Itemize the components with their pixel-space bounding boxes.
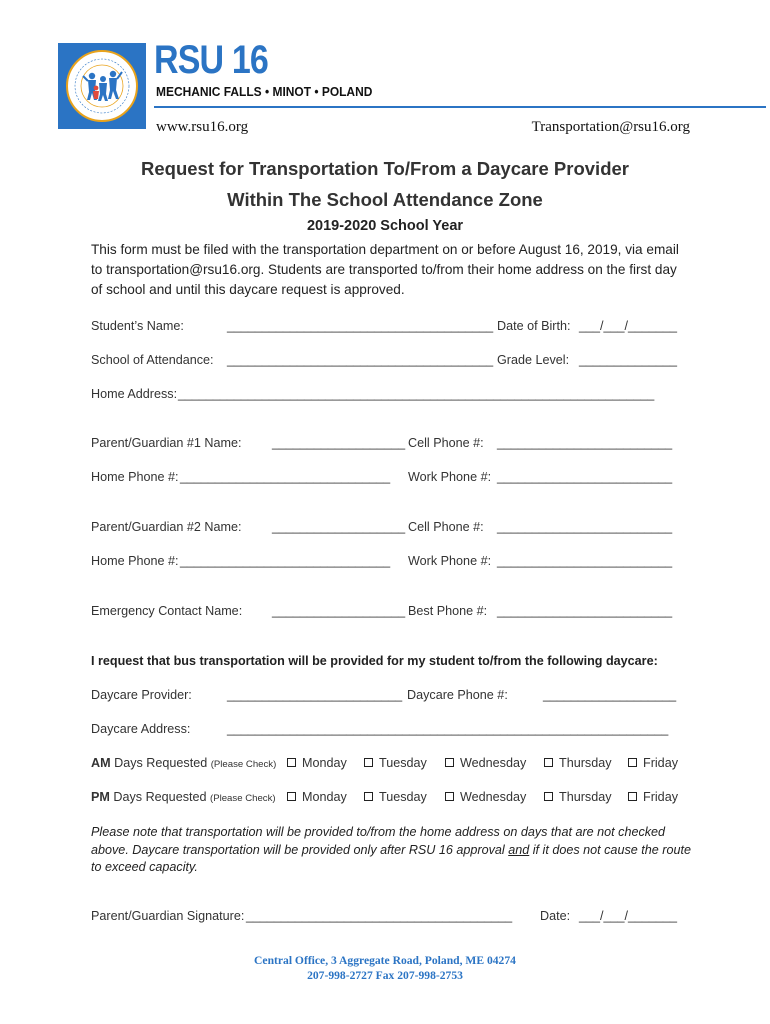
grade-label: Grade Level: [497,353,570,367]
daycare-phone-field[interactable]: ___________________ [543,688,677,702]
guardian1-name-label: Parent/Guardian #1 Name: [91,436,242,450]
am-wednesday-label: Wednesday [460,756,527,770]
guardian2-work-label: Work Phone #: [408,554,492,568]
am-friday-checkbox[interactable] [628,756,678,770]
checkbox-icon [364,792,373,801]
pm-friday-checkbox[interactable] [628,790,678,804]
home-address-field[interactable]: ____________________________________________________________________ [178,387,655,401]
grade-field[interactable]: ______________ [579,353,678,367]
school-field[interactable]: ______________________________________ [227,353,494,367]
pm-monday-label: Monday [302,790,347,804]
am-check-note: (Please Check) [210,759,277,770]
guardian1-name-field[interactable]: ___________________ [272,436,406,450]
home-address-label: Home Address: [91,387,178,401]
children-figures-icon [68,52,136,120]
daycare-phone-label: Daycare Phone #: [407,688,508,702]
pm-monday-checkbox[interactable] [287,790,347,804]
emergency-name-label: Emergency Contact Name: [91,604,243,618]
pm-friday-label: Friday [643,790,678,804]
guardian1-work-field[interactable]: _________________________ [497,470,673,484]
guardian2-cell-label: Cell Phone #: [408,520,484,534]
am-thursday-checkbox[interactable] [544,756,612,770]
school-label: School of Attendance: [91,353,214,367]
checkbox-icon [544,758,553,767]
footer-phones: 207-998-2727 Fax 207-998-2753 [307,969,463,982]
am-prefix: AM [91,756,111,770]
checkbox-icon [287,758,296,767]
guardian1-home-field[interactable]: ______________________________ [180,470,391,484]
am-days-text: Days Requested [114,756,208,770]
am-friday-label: Friday [643,756,678,770]
form-title-line1: Request for Transportation To/From a Daycare Provider [141,158,629,179]
guardian2-name-label: Parent/Guardian #2 Name: [91,520,242,534]
form-title-line2: Within The School Attendance Zone [227,189,543,210]
dob-field[interactable]: ___/___/_______ [579,319,678,333]
approval-note [91,824,691,877]
guardian1-home-label: Home Phone #: [91,470,179,484]
pm-check-note: (Please Check) [210,793,276,804]
emergency-phone-field[interactable]: _________________________ [497,604,673,618]
logo-seal [66,50,138,122]
guardian2-cell-field[interactable]: _________________________ [497,520,673,534]
signature-label: Parent/Guardian Signature: [91,909,245,923]
footer-address: Central Office, 3 Aggregate Road, Poland, ME 04274 [254,954,516,967]
guardian1-work-label: Work Phone #: [408,470,492,484]
brand-name: RSU 16 [154,38,268,82]
checkbox-icon [445,792,454,801]
checkbox-icon [544,792,553,801]
note-part2: if it does not cause the route to exceed capacity. [91,842,691,874]
checkbox-icon [364,758,373,767]
signature-date-field[interactable]: ___/___/_______ [579,909,678,923]
transportation-email-link[interactable]: Transportation@rsu16.org [531,119,690,135]
pm-tuesday-label: Tuesday [379,790,427,804]
guardian2-home-field[interactable]: ______________________________ [180,554,391,568]
signature-date-label: Date: [540,909,571,923]
website-link[interactable]: www.rsu16.org [156,119,249,135]
student-name-label: Student’s Name: [91,319,184,333]
am-tuesday-label: Tuesday [379,756,427,770]
am-monday-checkbox[interactable] [287,756,347,770]
signature-field[interactable]: ______________________________________ [246,909,513,923]
checkbox-icon [445,758,454,767]
daycare-address-label: Daycare Address: [91,722,191,736]
daycare-address-field[interactable]: _______________________________________________________________ [227,722,669,736]
guardian2-name-field[interactable]: ___________________ [272,520,406,534]
pm-prefix: PM [91,790,110,804]
emergency-name-field[interactable]: ___________________ [272,604,406,618]
intro-paragraph: This form must be filed with the transportation department on or before August 16, 2019, via email to transportation@rsu16.org. Students are transported to/from their home address on the first day of school and until this daycare request is approved. [91,242,679,297]
pm-thursday-checkbox[interactable] [544,790,612,804]
am-tuesday-checkbox[interactable] [364,756,427,770]
school-year: 2019-2020 School Year [306,218,464,234]
checkbox-icon [628,792,637,801]
daycare-provider-field[interactable]: _________________________ [227,688,403,702]
guardian2-home-label: Home Phone #: [91,554,179,568]
am-wednesday-checkbox[interactable] [445,756,526,770]
guardian1-cell-field[interactable]: _________________________ [497,436,673,450]
pm-tuesday-checkbox[interactable] [364,790,427,804]
pm-thursday-label: Thursday [559,790,612,804]
pm-days-label [91,790,276,804]
emergency-phone-label: Best Phone #: [408,604,488,618]
pm-wednesday-checkbox[interactable] [445,790,526,804]
note-part1: Please note that transportation will be provided to/from the home address on days that are not checked above. Daycare transportation will be provided only after RSU 16 approval [91,825,666,857]
note-underlined: and [508,842,530,857]
pm-days-text: Days Requested [113,790,207,804]
guardian1-cell-label: Cell Phone #: [408,436,484,450]
member-towns: MECHANIC FALLS • MINOT • POLAND [156,84,373,99]
student-name-field[interactable]: ______________________________________ [227,319,494,333]
dob-label: Date of Birth: [497,319,571,333]
am-thursday-label: Thursday [559,756,612,770]
daycare-provider-label: Daycare Provider: [91,688,192,702]
header-divider [154,106,766,108]
checkbox-icon [628,758,637,767]
request-statement: I request that bus transportation will be provided for my student to/from the following daycare: [91,654,658,668]
rsu16-logo [58,43,146,129]
am-days-label [91,756,276,770]
checkbox-icon [287,792,296,801]
pm-wednesday-label: Wednesday [460,790,527,804]
guardian2-work-field[interactable]: _________________________ [497,554,673,568]
am-monday-label: Monday [302,756,347,770]
